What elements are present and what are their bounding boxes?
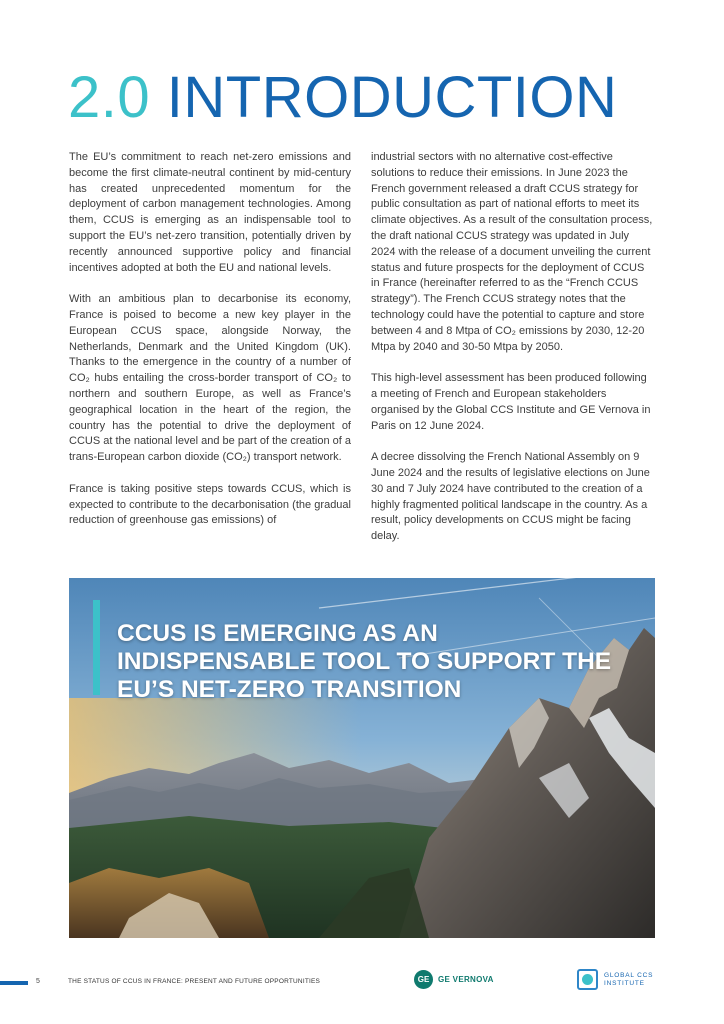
page-number: 5 — [36, 978, 40, 985]
ge-vernova-logo — [414, 970, 494, 989]
quote-accent-bar — [93, 600, 100, 695]
document-title: THE STATUS OF CCUS IN FRANCE: PRESENT AND FUTURE OPPORTUNITIES — [68, 978, 321, 985]
pull-quote: CCUS IS EMERGING AS AN INDISPENSABLE TOOL TO SUPPORT THE EU’S NET-ZERO TRANSITION — [117, 620, 612, 703]
footer-accent-bar — [0, 981, 28, 985]
logo-line: GLOBAL CCS — [604, 971, 654, 979]
paragraph: industrial sectors with no alternative cost-effective solutions to reduce their emissions. In June 2023 the French government released a draft CCUS strategy for public consultation as part of national efforts to meet its climate objectives. As a result of the consultation process, the draft national CCUS strategy was updated in July 2024 with the release of a document unveiling the current status and future prospects for the deployment of CCUS in France (hereinafter referred to as the “French CCUS strategy”). The French CCUS strategy notes that the technology could have the potential to capture and store between 4 and 8 Mtpa of CO₂ emissions by 2030, 12-20 Mtpa by 2040 and 30-50 Mtpa by 2050. — [371, 151, 653, 353]
logo-line: INSTITUTE — [604, 979, 645, 987]
paragraph: The EU’s commitment to reach net-zero emissions and become the first climate-neutral continent by mid-century has created unprecedented momentum for the deployment of carbon management technologies. Among them, CCUS is emerging as an indispensable tool to support the EU’s net-zero transition, potentially driven by recently announced supportive policy and financial incentives adopted at both the EU and national levels. — [69, 151, 351, 274]
section-title: INTRODUCTION — [166, 65, 618, 130]
right-text-column — [371, 150, 653, 561]
page-title — [68, 66, 617, 130]
paragraph: A decree dissolving the French National Assembly on 9 June 2024 and the results of legislative elections on June 30 and 7 July 2024 have contributed to the creation of a highly fragmented political landscape in the country. As a result, policy developments on CCUS might be facing delay. — [371, 451, 650, 543]
paragraph: With an ambitious plan to decarbonise its economy, France is poised to become a new key player in the European CCUS space, alongside Norway, the Netherlands, Denmark and the United Kingdom (UK). Thanks to the emergence in the country of a number of CO₂ hubs entailing the cross-border transport of CO₂ to northern and southern Europe, as well as France’s geographical location in the heart of the region, the country has the potential to drive the deployment of CCUS at the national level and be part of the creation of a trans-European carbon dioxide (CO₂) transport network. — [69, 293, 351, 464]
ge-vernova-wordmark: GE VERNOVA — [438, 975, 494, 984]
global-ccs-institute-logo — [577, 969, 653, 990]
paragraph: This high-level assessment has been produced following a meeting of French and European stakeholders organised by the Global CCS Institute and GE Vernova in Paris on 12 June 2024. — [371, 372, 651, 432]
global-ccs-institute-icon — [577, 969, 598, 990]
left-text-column — [69, 150, 351, 545]
paragraph: France is taking positive steps towards CCUS, which is expected to contribute to the decarbonisation (the gradual reduction of greenhouse gas emissions) of — [69, 482, 351, 527]
global-ccs-institute-wordmark — [604, 972, 653, 988]
hero-image — [69, 578, 655, 938]
section-number: 2.0 — [68, 65, 151, 130]
ge-monogram-icon: GE — [414, 970, 433, 989]
